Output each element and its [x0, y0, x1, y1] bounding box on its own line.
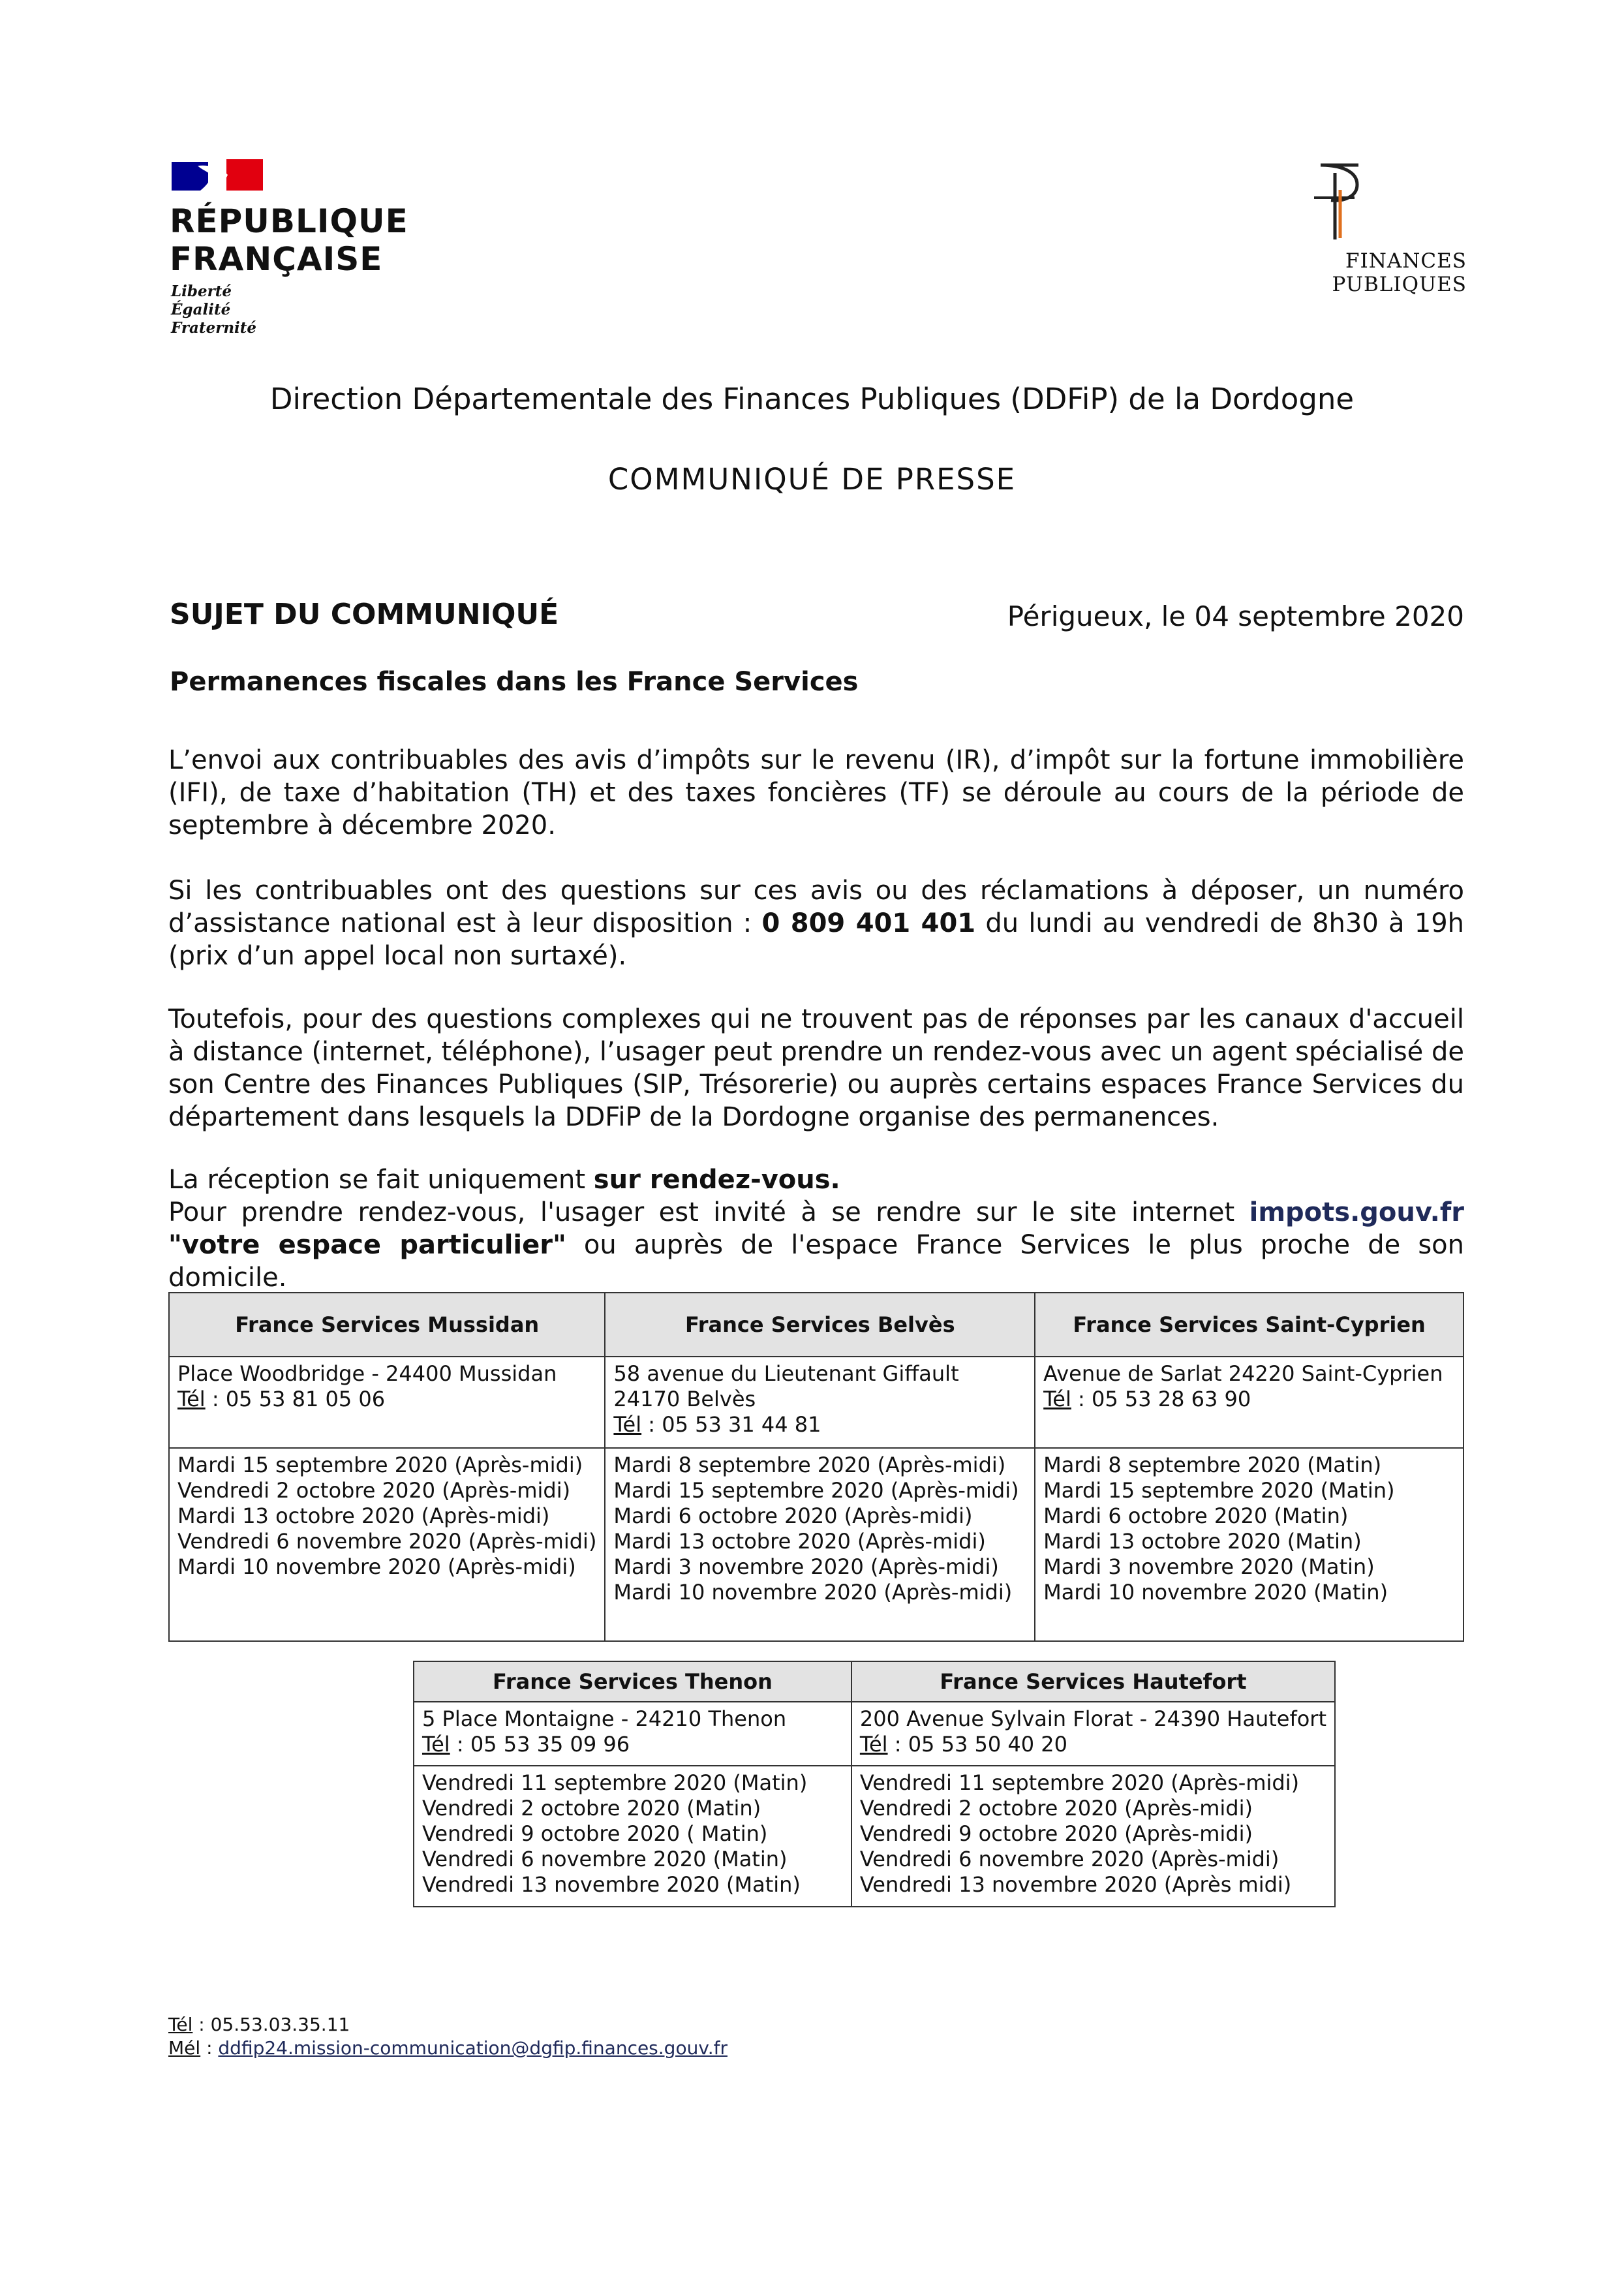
header-thenon: France Services Thenon — [414, 1661, 851, 1702]
table-2-dates-row — [414, 1766, 1335, 1907]
address-row — [169, 1357, 1463, 1448]
paragraph-5-text-b: ou auprès de l'espace France Services le plus proche de son domicile. — [168, 1230, 1464, 1293]
republic-motto — [171, 283, 256, 337]
finances-publiques-logo — [1311, 160, 1364, 241]
paragraph-4-text: La réception se fait uniquement — [168, 1165, 594, 1195]
header-hautefort: France Services Hautefort — [851, 1661, 1335, 1702]
footer-email-link[interactable]: ddfip24.mission-communication@dgfip.finances.gouv.fr — [218, 2037, 728, 2059]
document-type: COMMUNIQUÉ DE PRESSE — [607, 462, 1017, 497]
schedule-table-1 — [168, 1292, 1464, 1642]
paragraph-3: Toutefois, pour des questions complexes qui ne trouvent pas de réponses par les canaux d'accueil à distance (internet, téléphone), l’usager peut prendre un rendez-vous avec un agent spécialisé de son Centre des Finances Publiques (SIP, Trésorerie) ou auprès certains espaces France Services du département dans lesquels la DDFiP de la Dordogne organise des permanences. — [168, 1004, 1464, 1132]
table-header-row — [169, 1293, 1463, 1357]
table-2-header-row — [414, 1661, 1335, 1702]
impots-gouv-link[interactable]: impots.gouv.fr — [1249, 1197, 1464, 1227]
header-belves: France Services Belvès — [605, 1293, 1035, 1357]
footer-phone-line: Tél : 05.53.03.35.11 — [168, 2014, 350, 2035]
motto-egalite: Égalité — [171, 301, 231, 318]
assistance-phone: 0 809 401 401 — [761, 908, 976, 938]
footer-mail-line: Mél : ddfip24.mission-communication@dgfip.finances.gouv.fr — [168, 2037, 728, 2059]
footer-contact — [168, 2013, 728, 2060]
motto-liberte: Liberté — [171, 283, 232, 300]
header-saint-cyprien: France Services Saint-Cyprien — [1035, 1293, 1463, 1357]
document-date: Périgueux, le 04 septembre 2020 — [1007, 600, 1464, 632]
paragraph-2 — [168, 874, 1464, 972]
schedule-table-2 — [413, 1661, 1336, 1907]
republic-line-2: FRANÇAISE — [170, 240, 383, 278]
paragraph-2-text-b: du lundi au vendredi de 8h30 à 19h (prix d’un appel local non surtaxé). — [168, 908, 1464, 971]
espace-particulier: "votre espace particulier" — [168, 1230, 566, 1260]
phone-belves: : 05 53 31 44 81 — [641, 1412, 821, 1437]
address-thenon: 5 Place Montaigne - 24210 Thenon Tél : 05 53 35 09 96 — [414, 1702, 851, 1766]
marianne-logo — [172, 159, 263, 193]
finances-publiques-label: FINANCES PUBLIQUES — [1332, 249, 1467, 296]
motto-fraternite: Fraternité — [171, 319, 257, 337]
paragraph-5-text-a: Pour prendre rendez-vous, l'usager est invité à se rendre sur le site internet — [168, 1197, 1249, 1227]
paragraph-1: L’envoi aux contribuables des avis d’impôts sur le revenu (IR), d’impôt sur la fortune immobilière (IFI), de taxe d’habitation (TH) et des taxes foncières (TF) se déroule au cours de la période de septembre à décembre 2020. — [168, 745, 1464, 840]
address-saint-cyprien: Avenue de Sarlat 24220 Saint-Cyprien Tél : 05 53 28 63 90 — [1035, 1357, 1463, 1448]
dates-hautefort: Vendredi 11 septembre 2020 (Après-midi) Vendredi 2 octobre 2020 (Après-midi) Vendredi 9 octobre 2020 (Après-midi) Vendredi 6 novembre 2020 (Après-midi) Vendredi 13 novembre 2020 (Après midi) — [851, 1766, 1335, 1907]
phone-saint-cyprien: : 05 53 28 63 90 — [1071, 1387, 1251, 1411]
footer-phone: : 05.53.03.35.11 — [192, 2014, 350, 2035]
subject-label: SUJET DU COMMUNIQUÉ — [170, 598, 559, 631]
dates-saint-cyprien: Mardi 8 septembre 2020 (Matin) Mardi 15 septembre 2020 (Matin) Mardi 6 octobre 2020 (Matin) Mardi 13 octobre 2020 (Matin) Mardi 3 novembre 2020 (Matin) Mardi 10 novembre 2020 (Matin) — [1035, 1448, 1463, 1641]
phone-thenon: : 05 53 35 09 96 — [450, 1732, 630, 1757]
republique-francaise-title — [170, 202, 408, 278]
address-hautefort: 200 Avenue Sylvain Florat - 24390 Hautefort Tél : 05 53 50 40 20 — [851, 1702, 1335, 1766]
dates-thenon: Vendredi 11 septembre 2020 (Matin) Vendredi 2 octobre 2020 (Matin) Vendredi 9 octobre 2020 ( Matin) Vendredi 6 novembre 2020 (Matin) Vendredi 13 novembre 2020 (Matin) — [414, 1766, 851, 1907]
dates-row — [169, 1448, 1463, 1641]
phone-hautefort: : 05 53 50 40 20 — [887, 1732, 1067, 1757]
direction-title: Direction Départementale des Finances Publiques (DDFiP) de la Dordogne — [269, 382, 1355, 416]
table-2-address-row — [414, 1702, 1335, 1766]
dates-belves: Mardi 8 septembre 2020 (Après-midi) Mardi 15 septembre 2020 (Après-midi) Mardi 6 octobre 2020 (Après-midi) Mardi 13 octobre 2020 (Après-midi) Mardi 3 novembre 2020 (Après-midi) Mardi 10 novembre 2020 (Après-midi) — [605, 1448, 1035, 1641]
republic-line-1: RÉPUBLIQUE — [170, 202, 408, 240]
paragraph-4 — [168, 1163, 1464, 1196]
phone-mussidan: : 05 53 81 05 06 — [205, 1387, 386, 1411]
paragraph-2-text-a: Si les contribuables ont des questions sur ces avis ou des réclamations à déposer, un numéro d’assistance national est à leur disposition : — [168, 876, 1464, 938]
header-mussidan: France Services Mussidan — [169, 1293, 605, 1357]
paragraph-5 — [168, 1196, 1464, 1294]
subject-title: Permanences fiscales dans les France Services — [170, 667, 859, 697]
address-belves: 58 avenue du Lieutenant Giffault 24170 Belvès Tél : 05 53 31 44 81 — [605, 1357, 1035, 1448]
appointment-only: sur rendez-vous. — [593, 1165, 840, 1195]
dates-mussidan: Mardi 15 septembre 2020 (Après-midi) Vendredi 2 octobre 2020 (Après-midi) Mardi 13 octobre 2020 (Après-midi) Vendredi 6 novembre 2020 (Après-midi) Mardi 10 novembre 2020 (Après-midi) — [169, 1448, 605, 1641]
address-mussidan: Place Woodbridge - 24400 Mussidan Tél : 05 53 81 05 06 — [169, 1357, 605, 1448]
